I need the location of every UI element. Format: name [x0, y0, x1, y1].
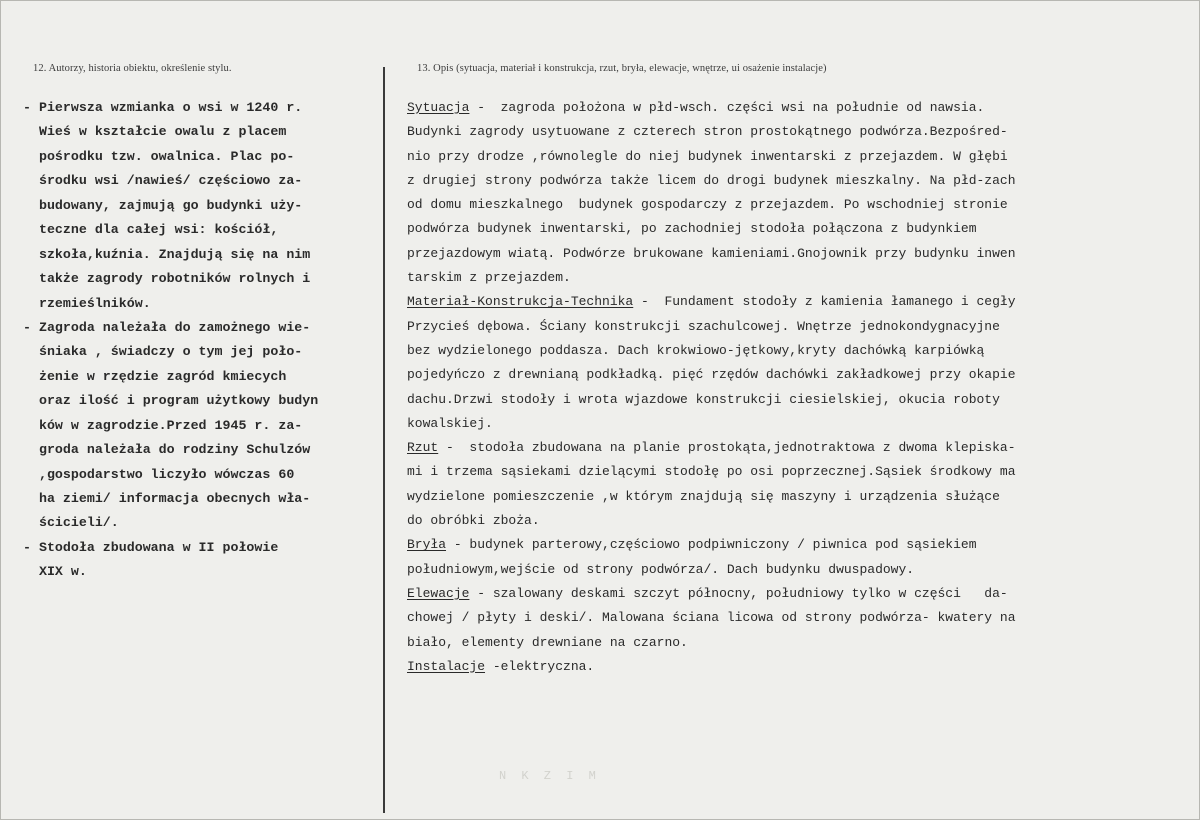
description-line	[407, 509, 1016, 533]
description-text: dachu.Drzwi stodoły i wrota wjazdowe konstrukcji ciesielskiej, okucia roboty	[407, 391, 1000, 407]
history-line: także zagrody robotników rolnych i	[23, 271, 311, 287]
history-line: - Zagroda należała do zamożnego wie-	[23, 319, 311, 335]
description-text: - budynek parterowy,częściowo podpiwniczony / piwnica pod sąsiekiem	[446, 537, 977, 553]
description-text: od domu mieszkalnego budynek gospodarczy z przejazdem. Po wschodniej stronie	[407, 197, 1008, 213]
history-line: ścicieli/.	[23, 515, 119, 531]
faint-watermark: N K Z I M	[499, 769, 600, 783]
history-line: Wieś w kształcie owalu z placem	[23, 124, 287, 140]
description-line	[407, 169, 1016, 193]
description-line	[407, 363, 1016, 387]
description-column	[407, 96, 1016, 679]
section-13-header: 13. Opis (sytuacja, materiał i konstrukcja, rzut, bryła, elewacje, wnętrze, ui osażenie instalacje)	[417, 63, 827, 74]
description-text: nio przy drodze ,równolegle do niej budynek inwentarski z przejazdem. W głębi	[407, 148, 1008, 164]
description-text: Przycieś dębowa. Ściany konstrukcji szachulcowej. Wnętrze jednokondygnacyjne	[407, 318, 1000, 334]
description-line	[407, 242, 1016, 266]
description-line	[407, 436, 1016, 460]
section-label: Instalacje	[407, 658, 486, 674]
description-line	[407, 631, 1016, 655]
section-12-header: 12. Autorzy, historia obiektu, określenie stylu.	[33, 63, 232, 74]
description-text: - zagroda położona w płd-wsch. części wsi na południe od nawsia.	[469, 100, 985, 115]
section-label: Elewacje	[407, 585, 470, 601]
description-line	[407, 558, 1016, 582]
description-text: -elektryczna.	[485, 658, 595, 674]
description-line	[407, 485, 1016, 509]
description-text: wydzielone pomieszczenie ,w którym znajdują się maszyny i urządzenia służące	[407, 488, 1000, 504]
history-line: ków w zagrodzie.Przed 1945 r. za-	[23, 417, 303, 433]
description-line	[407, 217, 1016, 241]
column-divider	[383, 67, 385, 813]
description-text: chowej / płyty i deski/. Malowana ściana licowa od strony podwórza- kwatery na	[407, 610, 1016, 626]
description-text: przejazdowym wiatą. Podwórze brukowane kamieniami.Gnojownik przy budynku inwen	[407, 245, 1016, 261]
history-line: szkoła,kuźnia. Znajdują się na nim	[23, 246, 311, 262]
history-line: ha ziemi/ informacja obecnych wła-	[23, 491, 311, 506]
description-text: pojedyńczo z drewnianą podkładką. pięć rzędów dachówki zakładkowej przy okapie	[407, 367, 1016, 383]
description-text: podwórza budynek inwentarski, po zachodniej stodoła połączona z budynkiem	[407, 221, 977, 237]
history-line: oraz ilość i program użytkowy budyn	[23, 393, 319, 409]
description-text: tarskim z przejazdem.	[407, 270, 571, 286]
history-line: pośrodku tzw. owalnica. Plac po-	[23, 148, 295, 164]
history-line: teczne dla całej wsi: kościół,	[23, 222, 279, 238]
description-text: - szalowany deskami szczyt północny, południowy tylko w części da-	[469, 585, 1008, 601]
description-line	[407, 315, 1016, 339]
description-text: - stodoła zbudowana na planie prostokąta,jednotraktowa z dwoma klepiska-	[438, 440, 1016, 456]
description-line	[407, 582, 1016, 606]
description-text: z drugiej strony podwórza także licem do drogi budynek mieszkalny. Na płd-zach	[407, 172, 1016, 188]
history-line: groda należała do rodziny Schulzów	[23, 442, 311, 458]
description-line	[407, 533, 1016, 557]
history-line: ,gospodarstwo liczyło wówczas 60	[23, 466, 295, 482]
description-line	[407, 655, 1016, 679]
history-line: żenie w rzędzie zagród kmiecych	[23, 368, 287, 384]
history-line: XIX w.	[23, 564, 87, 580]
description-text: - Fundament stodoły z kamienia łamanego i cegły	[633, 294, 1016, 310]
description-line	[407, 266, 1016, 290]
description-text: bez wydzielonego poddasza. Dach krokwiowo-jętkowy,kryty dachówką karpiówką	[407, 342, 985, 358]
section-label: Bryła	[407, 537, 447, 553]
history-line: rzemieślników.	[23, 295, 151, 311]
section-label: Materiał-Konstrukcja-Technika	[407, 294, 634, 310]
history-line: śniaka , świadczy o tym jej poło-	[23, 344, 303, 360]
description-line	[407, 460, 1016, 484]
description-text: do obróbki zboża.	[407, 513, 540, 529]
description-text: mi i trzema sąsiekami dzielącymi stodołę po osi poprzecznej.Sąsiek środkowy ma	[407, 464, 1016, 480]
description-text: południowym,wejście od strony podwórza/. Dach budynku dwuspadowy.	[407, 561, 915, 577]
description-line	[407, 145, 1016, 169]
history-line: środku wsi /nawieś/ częściowo za-	[23, 173, 303, 189]
history-line: - Stodoła zbudowana w II połowie	[23, 539, 279, 555]
section-label: Rzut	[407, 440, 439, 456]
history-line: budowany, zajmują go budynki uży-	[23, 197, 303, 213]
description-line	[407, 120, 1016, 144]
description-line	[407, 96, 1016, 120]
description-text: Budynki zagrody usytuowane z czterech stron prostokątnego podwórza.Bezpośred-	[407, 124, 1008, 140]
description-line	[407, 290, 1016, 314]
section-label: Sytuacja	[407, 100, 470, 115]
description-text: kowalskiej.	[407, 415, 493, 431]
description-line	[407, 339, 1016, 363]
description-line	[407, 388, 1016, 412]
history-column	[23, 96, 318, 585]
description-line	[407, 193, 1016, 217]
description-line	[407, 606, 1016, 630]
history-line: - Pierwsza wzmianka o wsi w 1240 r.	[23, 100, 303, 115]
description-line	[407, 412, 1016, 436]
description-text: biało, elementy drewniane na czarno.	[407, 634, 688, 650]
